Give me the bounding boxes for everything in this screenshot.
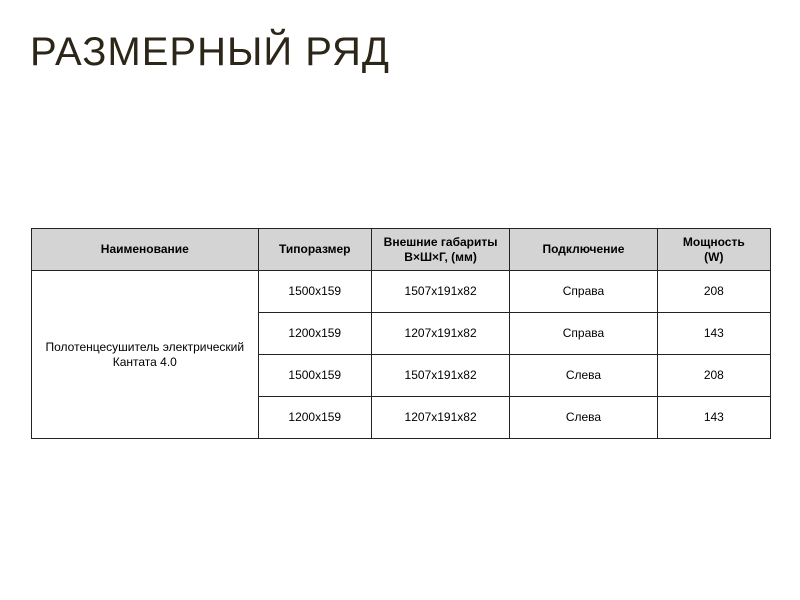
page-title: РАЗМЕРНЫЙ РЯД	[30, 30, 391, 74]
header-connection	[510, 229, 657, 271]
header-name-label: Наименование	[100, 242, 189, 256]
header-dimensions-line1: Внешние габариты	[383, 234, 498, 249]
power-cell: 208	[657, 271, 770, 313]
power-cell: 208	[657, 355, 770, 397]
header-power-line1: Мощность	[682, 234, 745, 249]
dimensions-cell: 1207x191x82	[371, 313, 509, 355]
connection-cell: Слева	[510, 355, 657, 397]
power-cell: 143	[657, 313, 770, 355]
dimensions-cell: 1507x191x82	[371, 355, 509, 397]
product-name-cell	[32, 271, 259, 439]
connection-cell: Справа	[510, 271, 657, 313]
header-dimensions-line2: В×Ш×Г, (мм)	[404, 249, 477, 264]
type-size-cell: 1200x159	[258, 313, 371, 355]
size-table	[31, 228, 771, 439]
header-power-line2: (W)	[704, 249, 724, 264]
type-size-cell: 1500x159	[258, 355, 371, 397]
header-connection-label: Подключение	[542, 242, 625, 256]
power-cell: 143	[657, 397, 770, 439]
header-name	[32, 229, 259, 271]
type-size-cell: 1500x159	[258, 271, 371, 313]
connection-cell: Слева	[510, 397, 657, 439]
table-header-row	[32, 229, 771, 271]
connection-cell: Справа	[510, 313, 657, 355]
table-row	[32, 271, 771, 313]
header-power	[657, 229, 770, 271]
type-size-cell: 1200x159	[258, 397, 371, 439]
header-dimensions	[371, 229, 509, 271]
dimensions-cell: 1507x191x82	[371, 271, 509, 313]
dimensions-cell: 1207x191x82	[371, 397, 509, 439]
product-name-line1: Полотенцесушитель электрический	[45, 339, 245, 354]
header-type-size-label: Типоразмер	[278, 242, 351, 256]
product-name-line2: Кантата 4.0	[112, 354, 177, 369]
header-type-size	[258, 229, 371, 271]
